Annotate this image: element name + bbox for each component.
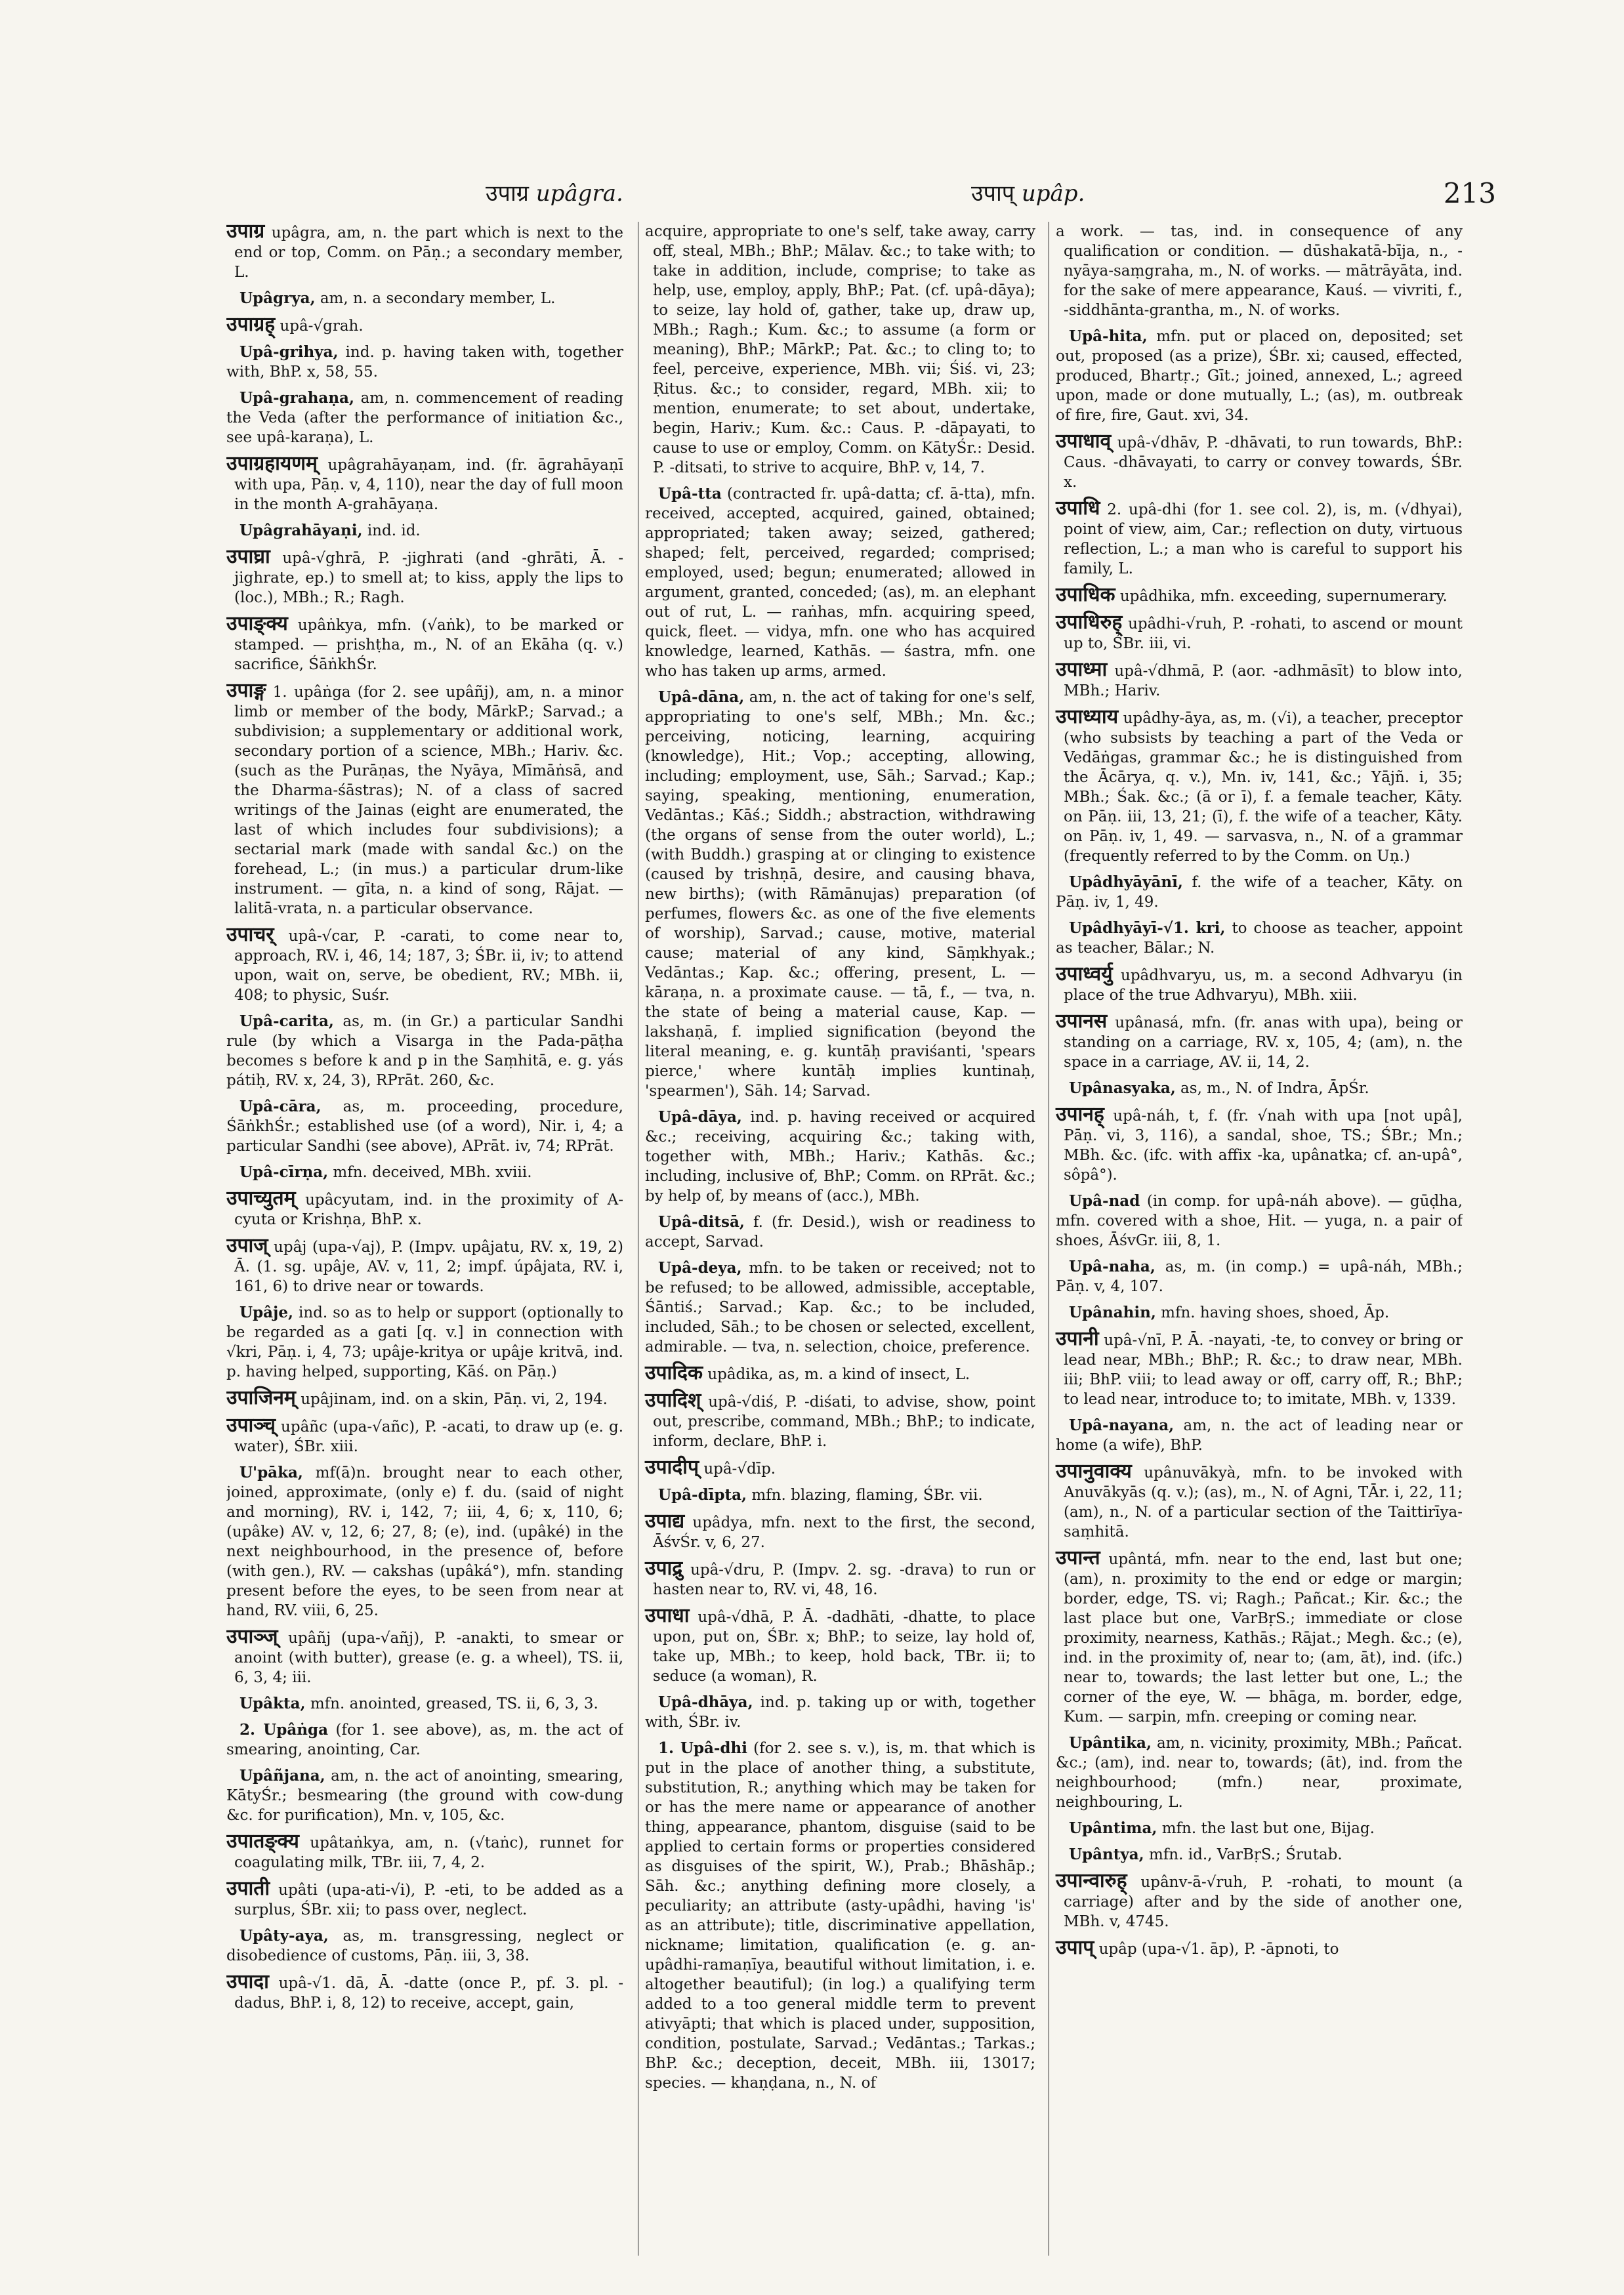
entry-headword: Upâgrya, — [239, 289, 316, 307]
entry-definition: mfn. id., VarBṛS.; Śrutab. — [1148, 1846, 1343, 1863]
entry-headword: Upâ-cāra, — [239, 1098, 322, 1115]
entry-definition: ind. p. having received or acquired &c.; receiving, acquiring &c.; taking with, together with, MBh.; Hariv.; Kathās. &c.; including, inclusive of, BhP.; Comm. on RPrāt. &c.; by help of, by means of (acc.), MBh. — [645, 1109, 1035, 1205]
dictionary-entry — [226, 1694, 623, 1714]
dictionary-entry — [226, 342, 623, 382]
dictionary-entry — [1056, 613, 1463, 653]
entry-definition: upâṅkya, mfn. (√aṅk), to be marked or stamped. — prishṭha, m., N. of an Ekāha (q. v.) sacrifice, ŚāṅkhŚr. — [234, 617, 623, 673]
entry-definition: upântá, mfn. near to the end, last but one; (am), n. proximity to the end or edge or margin; border, edge, TS. vi; Ragh.; Pañcat.; Kir. &c.; the last place but one, VarBṛS.; immediate or close proximity, nearness, Kathās.; Rājat.; Megh. &c.; (e), ind. in the proximity of, near to; (am, āt), ind. (ifc.) near to, towards; the last letter but one, L.; the corner of the eye, W. — bhāga, m. border, edge, Kum. — sarpin, mfn. creeping or coming near. — [1064, 1551, 1463, 1726]
entry-definition: upâ-√dīp. — [703, 1460, 776, 1478]
entry-headword: Upâ-deya, — [658, 1259, 742, 1277]
dictionary-entry — [1056, 873, 1463, 912]
entry-headword: उपाच्युतम् — [226, 1187, 296, 1210]
dictionary-entry — [226, 1463, 623, 1621]
entry-headword: उपादीप् — [645, 1456, 699, 1479]
entry-definition: am, n. the act of anointing, smearing, KātyŚr.; besmearing (the ground with cow-dung &c. for purification), Mn. v, 105, &c. — [226, 1768, 623, 1824]
entry-headword: Upâgrahāyaṇi, — [239, 522, 363, 539]
dictionary-entry — [1056, 222, 1463, 320]
entry-headword: U'pāka, — [239, 1464, 303, 1481]
entry-headword: Upâ-naha, — [1069, 1258, 1156, 1275]
dictionary-entry — [226, 681, 623, 919]
entry-definition: upâdhvaryu, us, m. a second Adhvaryu (in place of the true Adhvaryu), MBh. xiii. — [1064, 967, 1463, 1004]
column-1 — [226, 222, 623, 2256]
header-right-catchword — [971, 177, 1085, 207]
entry-headword: उपाधिक — [1056, 583, 1115, 606]
dictionary-entry — [1056, 660, 1463, 701]
dictionary-entry — [226, 315, 623, 336]
entry-definition: mfn. deceived, MBh. xviii. — [333, 1164, 532, 1181]
entry-headword: उपाचर् — [226, 923, 274, 946]
entry-definition: upâ-√1. dā, Ā. -datte (once P., pf. 3. pl. -dadus, BhP. i, 8, 12) to receive, accept, gain, — [234, 1975, 623, 2012]
entry-headword: उपाधि — [1056, 497, 1100, 520]
dictionary-entry — [226, 1416, 623, 1457]
dictionary-entry — [1056, 1105, 1463, 1185]
dictionary-entry — [226, 1189, 623, 1230]
entry-definition: as, m. (in Gr.) a particular Sandhi rule (by which a Visarga in the Pada-pāṭha becomes s before k and p in the Saṃhitā, e. g. yás pátiḥ, RV. x, 24, 3), RPrāt. 260, &c. — [226, 1013, 623, 1089]
entry-headword: Upântika, — [1069, 1734, 1152, 1752]
entry-definition: 1. upâṅga (for 2. see upâñj), am, n. a minor limb or member of the body, MārkP.; Sarvad.; a subdivision; a supplementary or additional work, secondary portion of a science, MBh.; Hariv. &c. (such as the Purāṇas, the Nyāya, Mīmāṅsā, and the Dharma-śāstras); N. of a class of sacred writings of the Jainas (eight are enumerated, the last of which includes four subdivisions); a sectarial mark (made with sandal &c.) on the forehead, L.; (in mus.) a particular drum-like instrument. — gīta, n. a kind of song, Rājat. — lalitā-vrata, n. a particular observance. — [234, 684, 623, 917]
entry-headword: उपाध्वर्यु — [1056, 962, 1113, 985]
dictionary-entry — [226, 1388, 623, 1409]
entry-definition: upâñc (upa-√añc), P. -acati, to draw up (e. g. water), ŚBr. xiii. — [234, 1418, 623, 1455]
dictionary-entry — [645, 1458, 1035, 1479]
entry-headword: उपाग्र — [226, 222, 265, 243]
entry-definition: am, n. a secondary member, L. — [320, 290, 556, 307]
entry-definition: upâjinam, ind. on a skin, Pāṇ. vi, 2, 194. — [301, 1391, 608, 1408]
dictionary-entry — [645, 1559, 1035, 1600]
entry-headword: उपानह् — [1056, 1103, 1104, 1126]
dictionary-entry — [226, 521, 623, 541]
entry-headword: Upâ-cīrṇa, — [239, 1163, 329, 1181]
entry-headword: उपानुवाक्य — [1056, 1460, 1132, 1483]
entry-definition: (contracted fr. upâ-datta; cf. ā-tta), mfn. received, accepted, acquired, gained, obtained; appropriated; taken away; seized, gathered; shaped; felt, perceived, regarded; comprised; employed, used; begun; enumerated; allowed in argument, granted, conceded; (as), m. an elephant out of rut, L. — raṅhas, mfn. acquiring speed, quick, fleet. — vidya, mfn. one who has acquired knowledge, learned, Kathās. — śastra, mfn. one who has taken up arms, armed. — [645, 486, 1035, 680]
entry-definition: as, m. (in comp.) = upâ-náh, MBh.; Pāṇ. v, 4, 107. — [1056, 1258, 1463, 1295]
entry-definition: acquire, appropriate to one's self, take away, carry off, steal, MBh.; BhP.; Mālav. &c.; to take with; to take in addition, include, comprise; to take as help, use, employ, apply, BhP.; Pat. (cf. upâ-dāya); to seize, lay hold of, gather, take up, draw up, MBh.; Ragh.; Kum. &c.; to assume (a form or meaning), BhP.; MārkP.; Pat. &c.; to cling to; to feel, perceive, experience, MBh. vii; Śiś. vi, 23; Ṛitus. &c.; to consider, regard, MBh. xii; to mention, enumerate; to set about, undertake, begin, Hariv.; Kum. &c.: Caus. P. -dāpayati, to cause to use or employ, Comm. on KātyŚr.: Desid. P. -ditsati, to strive to acquire, BhP. v, 14, 7. — [645, 223, 1035, 476]
header-right-devanagari: उपाप् — [971, 180, 1015, 207]
entry-headword: उपाग्रहायणम् — [226, 452, 318, 475]
dictionary-entry — [1056, 707, 1463, 866]
entry-headword: Upâ-dāna, — [658, 688, 745, 706]
dictionary-entry — [1056, 1191, 1463, 1251]
column-2 — [638, 222, 1035, 2256]
entry-definition: as, m. transgressing, neglect or disobedience of customs, Pāṇ. iii, 3, 38. — [226, 1928, 623, 1964]
dictionary-entry — [226, 1926, 623, 1966]
entry-headword: उपान्वारुह् — [1056, 1869, 1127, 1892]
dictionary-entry — [1056, 499, 1463, 579]
entry-definition: am, n. the act of leading near or home (a wife), BhP. — [1056, 1417, 1463, 1454]
entry-definition: upâdhy-āya, as, m. (√i), a teacher, preceptor (who subsists by teaching a part of the Veda or Vedāṅgas, grammar &c.; he is distinguished from the Ācārya, q. v.), Mn. iv, 141, &c.; Yājñ. i, 35; MBh.; Śak. &c.; (ā or ī), f. a female teacher, Kāty. on Pāṇ. iii, 13, 21; (ī), f. the wife of a teacher, Kāty. on Pāṇ. iv, 1, 49. — sarvasva, n., N. of a grammar (frequently referred to by the Comm. on Uṇ.) — [1064, 710, 1463, 865]
dictionary-entry — [1056, 1416, 1463, 1455]
dictionary-entry — [1056, 1845, 1463, 1865]
entry-headword: Upâ-dāya, — [658, 1108, 742, 1126]
entry-definition: upânuvākyà, mfn. to be invoked with Anuvākyās (q. v.); (as), m., N. of Agni, TĀr. i, 22, 11; (am), n., N. of a particular section of the Taittirīya-saṃhitā. — [1064, 1464, 1463, 1540]
page-header — [210, 177, 1496, 217]
entry-definition: upâ-√nī, P. Ā. -nayati, -te, to convey or bring or lead near, MBh.; BhP.; R. &c.; to draw near, MBh. iii; BhP. viii; to lead away or off, carry off, R.; BhP.; to lead near, introduce to; to imitate, MBh. v, 1339. — [1064, 1332, 1463, 1408]
entry-definition: upâ-√ghrā, P. -jighrati (and -ghrāti, Ā. -jighrate, ep.) to smell at; to kiss, apply the lips to (loc.), MBh.; R.; Ragh. — [234, 550, 623, 606]
dictionary-entry — [1056, 1257, 1463, 1296]
dictionary-entry — [226, 1163, 623, 1182]
dictionary-entry — [226, 289, 623, 308]
entry-definition: (for 1. see above), as, m. the act of smearing, anointing, Car. — [226, 1722, 623, 1758]
dictionary-entry — [645, 1739, 1035, 2093]
entry-headword: Upânahin, — [1069, 1304, 1156, 1321]
entry-headword: Upâ-carita, — [239, 1012, 334, 1030]
dictionary-entry — [645, 688, 1035, 1101]
dictionary-entry — [645, 1258, 1035, 1357]
entry-headword: Upâ-hita, — [1069, 327, 1148, 345]
dictionary-entry — [226, 614, 623, 674]
entry-headword: Upâdhyāyānī, — [1069, 873, 1183, 891]
entry-definition: mfn. to be taken or received; not to be refused; to be allowed, admissible, acceptable, Śāntiś.; Sarvad.; Kap. &c.; to be included, included, Sāh.; to be chosen or selected, excellent, admirable. — tva, n. selection, choice, preference. — [645, 1260, 1035, 1355]
header-left-roman: upâgra. — [535, 180, 623, 207]
column-3 — [1049, 222, 1463, 2256]
entry-definition: (for 2. see s. v.), is, m. that which is put in the place of another thing, a substitute, substitution, R.; anything which may be taken for or has the mere name or appearance of another thing, appearance, phantom, disguise (said to be applied to certain forms or properties considered as disguises of the spirit, W.), Prab.; Bhāshāp.; Sāh. &c.; anything defining more closely, a peculiarity; an attribute (asty-upâdhi, having 'is' as an attribute); title, discriminative appellation, nickname; limitation, qualification (e. g. an-upâdhi-ramaṇīya, beautiful without limitation, i. e. altogether beautiful); (in log.) a qualifying term added to a too general middle term to prevent ativyāpti; that which is placed under, supposition, condition, postulate, Sarvad.; Vedāntas.; Tarkas.; BhP. &c.; deception, deceit, MBh. iii, 13017; species. — khaṇḍana, n., N. of — [645, 1740, 1035, 2092]
entry-definition: as, m., N. of Indra, ĀpŚr. — [1180, 1080, 1369, 1097]
entry-headword: उपादिक — [645, 1361, 703, 1384]
entry-definition: upânv-ā-√ruh, P. -rohati, to mount (a carriage) after and by the side of another one, MBh. v, 4745. — [1064, 1874, 1463, 1930]
entry-headword: Upâ-grahaṇa, — [239, 389, 354, 407]
entry-definition: upâ-√dhāv, P. -dhāvati, to run towards, BhP.: Caus. -dhāvayati, to carry or convey towards, ŚBr. x. — [1064, 434, 1463, 491]
entry-definition: upâgrahāyaṇam, ind. (fr. āgrahāyaṇī with upa, Pāṇ. v, 4, 110), near the day of full moon in the month A-grahāyaṇa. — [234, 457, 623, 513]
entry-headword: उपान्त — [1056, 1546, 1100, 1569]
entry-definition: mfn. having shoes, shoed, Āp. — [1161, 1304, 1390, 1321]
entry-headword: Upântya, — [1069, 1846, 1144, 1863]
dictionary-entry — [1056, 1303, 1463, 1323]
entry-definition: upâñj (upa-√añj), P. -anakti, to smear or anoint (with butter), grease (e. g. a wheel), TS. ii, 6, 3, 4; iii. — [234, 1630, 623, 1686]
entry-definition: upâtaṅkya, am, n. (√taṅc), runnet for coagulating milk, TBr. iii, 7, 4, 2. — [234, 1834, 623, 1871]
dictionary-entry — [226, 1012, 623, 1090]
dictionary-entry — [226, 925, 623, 1005]
entry-definition: f. the wife of a teacher, Kāty. on Pāṇ. iv, 1, 49. — [1056, 874, 1463, 911]
entry-definition: mfn. blazing, flaming, ŚBr. vii. — [751, 1487, 983, 1504]
entry-headword: उपाङ्ग — [226, 679, 266, 702]
entry-definition: upâ-√dru, P. (Impv. 2. sg. -drava) to run or hasten near to, RV. vi, 48, 16. — [653, 1561, 1035, 1598]
entry-definition: f. (fr. Desid.), wish or readiness to accept, Sarvad. — [645, 1214, 1035, 1251]
entry-headword: उपातङ्क्य — [226, 1830, 299, 1853]
dictionary-entry — [1056, 585, 1463, 606]
dictionary-entry — [645, 1107, 1035, 1206]
entry-definition: upâdika, as, m. a kind of insect, L. — [707, 1366, 970, 1383]
dictionary-entry — [226, 547, 623, 608]
dictionary-entry — [226, 1236, 623, 1296]
dictionary-entry — [1056, 1938, 1463, 1959]
entry-definition: upâdhi-√ruh, P. -rohati, to ascend or mount up to, ŚBr. iii, vi. — [1064, 615, 1463, 652]
entry-definition: a work. — tas, ind. in consequence of any qualification or condition. — dūshakatā-bīja, n., -nyāya-saṃgraha, m., N. of works. — mātrāyāta, ind. for the sake of mere appearance, Kauś. — vivriti, f., -siddhānta-grantha, m., N. of works. — [1056, 223, 1463, 319]
dictionary-entry — [1056, 1079, 1463, 1098]
dictionary-entry — [645, 484, 1035, 681]
dictionary-entry — [226, 1972, 623, 2013]
entry-definition: upâ-√dhmā, P. (aor. -adhmāsīt) to blow into, MBh.; Hariv. — [1064, 663, 1463, 699]
dictionary-entry — [645, 222, 1035, 478]
dictionary-entry — [1056, 1871, 1463, 1932]
entry-headword: उपाती — [226, 1877, 270, 1900]
entry-headword: 2. Upâṅga — [239, 1721, 328, 1739]
entry-headword: उपाग्रह् — [226, 313, 276, 336]
entry-headword: उपाङ्क्य — [226, 612, 288, 635]
dictionary-entry — [1056, 964, 1463, 1005]
entry-headword: Upâ-tta — [658, 485, 722, 503]
entry-definition: as, m. proceeding, procedure, ŚāṅkhŚr.; established use (of a word), Nir. i, 4; a particular Sandhi (see above), APrāt. iv, 74; RPrāt. — [226, 1098, 623, 1155]
entry-definition: upâ-náh, t, f. (fr. √nah with upa [not upâ], Pāṇ. vi, 3, 116), a sandal, shoe, TS.; ŚBr.; Mn.; MBh. &c. (ifc. with affix -ka, upânatka; cf. an-upâ°, sôpâ°). — [1064, 1107, 1463, 1184]
dictionary-entry — [1056, 1819, 1463, 1838]
dictionary-entry — [645, 1512, 1035, 1552]
dictionary-entry — [226, 1097, 623, 1156]
dictionary-entry — [1056, 919, 1463, 958]
page-number: 213 — [1443, 177, 1496, 209]
dictionary-entry — [1056, 432, 1463, 492]
dictionary-entry — [226, 1879, 623, 1920]
entry-headword: उपाञ्च् — [226, 1414, 276, 1437]
entry-definition: ind. so as to help or support (optionally to be regarded as a gati [q. v.] in connection with √kri, Pāṇ. i, 4, 73; upâje-kritya or upâje kritvā, ind. p. having helped, supporting, Kāś. on Pāṇ.) — [226, 1304, 623, 1380]
header-left-devanagari: उपाग्र — [486, 180, 529, 207]
dictionary-entry — [645, 1606, 1035, 1686]
dictionary-entry — [645, 1485, 1035, 1505]
dictionary-entry — [645, 1693, 1035, 1732]
entry-headword: उपाधिरुह् — [1056, 611, 1123, 634]
entry-headword: Upâ-grihya, — [239, 343, 339, 361]
entry-headword: Upâty-aya, — [239, 1927, 329, 1945]
entry-definition: am, n. the act of taking for one's self, appropriating to one's self, MBh.; Mn. &c.; perceiving, noticing, learning, acquiring (knowledge), Hit.; Vop.; accepting, allowing, including; employment, use, Sāh.; Sarvad.; Kap.; saying, speaking, mentioning, enumeration, Vedāntas.; Kāś.; Siddh.; abstraction, withdrawing (the organs of sense from the outer world), L.; (with Buddh.) grasping at or clinging to existence (caused by trishṇā, desire, and causing bhava, new births); (with Rāmānujas) preparation (of perfumes, flowers &c. as one of the five elements of worship), Sarvad.; cause, motive, material cause; material of any kind, Sāṃkhyak.; Vedāntas.; Kap. &c.; offering, present, L. — kāraṇa, n. a proximate cause. — tā, f., — tva, n. the state of being a material cause, Kap. — lakshaṇā, f. implied signification (beyond the literal meaning, e. g. kuntāḥ praviśanti, 'spears pierce,' where kuntāḥ implies kuntinaḥ, 'spearmen'), Sāh. 14; Sarvad. — [645, 689, 1035, 1100]
entry-definition: 2. upâ-dhi (for 1. see col. 2), is, m. (√dhyai), point of view, aim, Car.; reflection on duty, virtuous reflection, L.; a man who is careful to support his family, L. — [1064, 501, 1463, 577]
entry-definition: (in comp. for upâ-náh above). — gūḍha, mfn. covered with a shoe, Hit. — yuga, n. a pair of shoes, ĀśvGr. iii, 8, 1. — [1056, 1193, 1463, 1249]
entry-headword: 1. Upâ-dhi — [658, 1739, 747, 1757]
entry-definition: to choose as teacher, appoint as teacher, Bālar.; N. — [1056, 920, 1463, 957]
entry-definition: upâ-√dhā, P. Ā. -dadhāti, -dhatte, to place upon, put on, ŚBr. x; BhP.; to seize, lay hold of, take up, MBh.; to keep, hold back, TBr. ii; to seduce (a woman), R. — [653, 1609, 1035, 1685]
entry-definition: mfn. anointed, greased, TS. ii, 6, 3, 3. — [310, 1695, 598, 1712]
entry-headword: उपाघ्रा — [226, 545, 270, 568]
entry-headword: उपाप् — [1056, 1936, 1094, 1959]
entry-definition: upâdhika, mfn. exceeding, supernumerary. — [1119, 588, 1447, 605]
header-left-catchword — [486, 177, 623, 207]
entry-definition: upâ-√grah. — [280, 318, 364, 335]
entry-definition: upâti (upa-ati-√i), P. -eti, to be added as a surplus, ŚBr. xii; to pass over, neglect. — [234, 1882, 623, 1918]
entry-headword: Upâje, — [239, 1304, 294, 1321]
entry-headword: Upâdhyāyī-√1. kri, — [1069, 919, 1226, 937]
entry-definition: upâ-√car, P. -carati, to come near to, approach, RV. i, 46, 14; 187, 3; ŚBr. ii, iv; to attend upon, wait on, serve, be obedient, RV.; MBh. ii, 408; to physic, Suśr. — [234, 928, 623, 1004]
entry-definition: upâdya, mfn. next to the first, the second, ĀśvŚr. v, 6, 27. — [653, 1514, 1035, 1551]
dictionary-entry — [645, 1391, 1035, 1451]
entry-headword: उपाध्मा — [1056, 658, 1108, 681]
entry-headword: उपाध्याय — [1056, 705, 1119, 728]
entry-definition: upâgra, am, n. the part which is next to the end or top, Comm. on Pāṇ.; a secondary member, L. — [234, 224, 623, 281]
entry-headword: उपादिश् — [645, 1389, 701, 1412]
entry-definition: mfn. the last but one, Bijag. — [1161, 1820, 1375, 1837]
entry-definition: ind. id. — [367, 522, 421, 539]
entry-headword: Upâ-ditsā, — [658, 1213, 745, 1231]
entry-headword: Upâkta, — [239, 1695, 306, 1712]
dictionary-entry — [1056, 1462, 1463, 1542]
dictionary-entry — [1056, 1012, 1463, 1072]
dictionary-entry — [1056, 1329, 1463, 1409]
dictionary-entry — [226, 388, 623, 447]
entry-definition: ind. p. having taken with, together with, BhP. x, 58, 55. — [226, 344, 623, 381]
entry-definition: upâ-√diś, P. -diśati, to advise, show, point out, prescribe, command, MBh.; BhP.; to indicate, inform, declare, BhP. i. — [653, 1394, 1035, 1450]
dictionary-entry — [226, 1303, 623, 1382]
entry-headword: Upânasyaka, — [1069, 1079, 1176, 1097]
entry-definition: ind. p. taking up or with, together with, ŚBr. iv. — [645, 1694, 1035, 1731]
dictionary-entry — [645, 1212, 1035, 1252]
entry-headword: Upâ-nad — [1069, 1192, 1140, 1210]
entry-headword: उपाधाव् — [1056, 430, 1112, 453]
entry-headword: Upântima, — [1069, 1819, 1157, 1837]
entry-definition: mf(ā)n. brought near to each other, joined, approximate, (only e) f. du. (said of night and morning), RV. i, 142, 7; iii, 4, 6; x, 110, 6; (upâke) AV. v, 12, 6; 27, 8; (e), ind. (upâké) in the next neighbourhood, in the presence of, before (with gen.), RV. — cakshas (upâká°), mfn. standing present before the eyes, to be seen from near at hand, RV. viii, 6, 25. — [226, 1464, 623, 1619]
entry-definition: upâp (upa-√1. āp), P. -āpnoti, to — [1098, 1941, 1339, 1958]
entry-headword: उपाद्य — [645, 1510, 685, 1533]
dictionary-entry — [226, 1832, 623, 1872]
dictionary-entry — [226, 1627, 623, 1687]
entry-headword: उपाज् — [226, 1234, 268, 1257]
entry-headword: Upâ-nayana, — [1069, 1416, 1175, 1434]
entry-definition: mfn. put or placed on, deposited; set out, proposed (as a prize), ŚBr. xi; caused, effected, produced, Bhartṛ.; Gīt.; joined, annexed, L.; agreed upon, made or done mutually, L.; (as), m. outbreak of fire, fire, Gaut. xvi, 34. — [1056, 328, 1463, 424]
entry-definition: upâcyutam, ind. in the proximity of A-cyuta or Krishṇa, BhP. x. — [234, 1191, 623, 1228]
entry-headword: उपाञ्ज् — [226, 1625, 278, 1648]
entry-headword: उपाजिनम् — [226, 1386, 296, 1409]
entry-definition: upânasá, mfn. (fr. anas with upa), being or standing on a carriage, RV. x, 105, 4; (am), n. the space in a carriage, AV. ii, 14, 2. — [1064, 1014, 1463, 1071]
entry-definition: am, n. vicinity, proximity, MBh.; Pañcat. &c.; (am), ind. near to, towards; (āt), ind. from the neighbourhood; (mfn.) near, proximate, neighbouring, L. — [1056, 1735, 1463, 1811]
dictionary-entry — [1056, 1548, 1463, 1727]
entry-definition: upâj (upa-√aj), P. (Impv. upâjatu, RV. x, 19, 2) Ā. (1. sg. upâje, AV. v, 11, 2; impf. úpâjata, RV. i, 161, 6) to drive near or towards. — [234, 1239, 623, 1295]
entry-headword: उपाधा — [645, 1604, 690, 1627]
entry-headword: उपाद्रु — [645, 1557, 683, 1580]
dictionary-entry — [645, 1363, 1035, 1384]
entry-headword: Upâñjana, — [239, 1767, 325, 1785]
entry-headword: उपानी — [1056, 1327, 1099, 1350]
entry-headword: उपानस — [1056, 1010, 1108, 1033]
entry-headword: Upâ-dīpta, — [658, 1486, 747, 1504]
dictionary-entry — [226, 1766, 623, 1825]
header-right-roman: upâp. — [1021, 180, 1085, 207]
dictionary-entry — [226, 1720, 623, 1760]
dictionary-entry — [1056, 327, 1463, 425]
entry-headword: Upâ-dhāya, — [658, 1693, 753, 1711]
entry-definition: am, n. commencement of reading the Veda (after the performance of initiation &c., see upâ-karaṇa), L. — [226, 390, 623, 446]
entry-headword: उपादा — [226, 1970, 269, 1993]
dictionary-entry — [226, 454, 623, 514]
dictionary-entry — [226, 222, 623, 282]
dictionary-entry — [1056, 1733, 1463, 1812]
